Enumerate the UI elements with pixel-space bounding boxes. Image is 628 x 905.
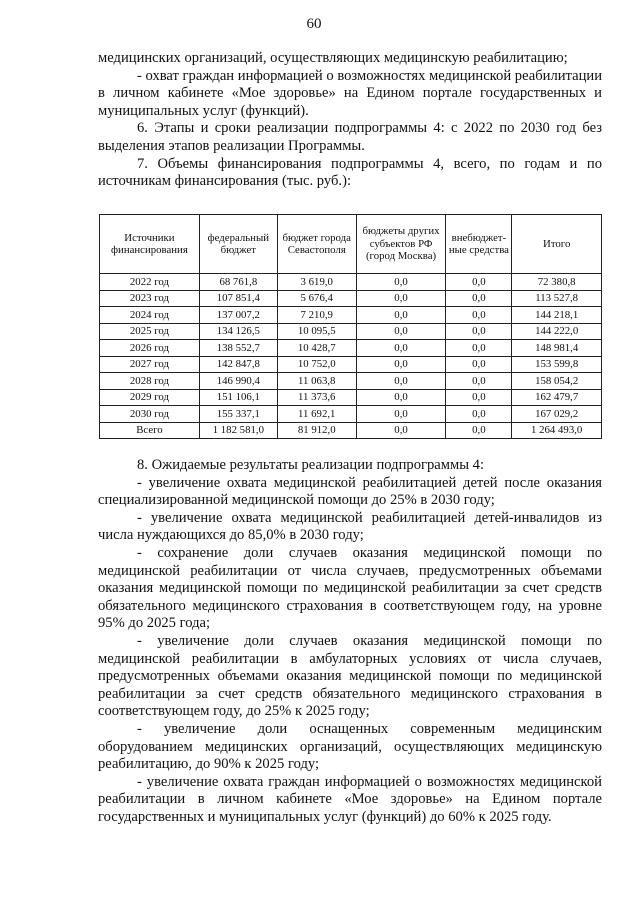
table-cell: 0,0: [356, 323, 446, 340]
table-cell: 0,0: [356, 356, 446, 373]
table-cell: 167 029,2: [512, 406, 602, 423]
page-number: 60: [306, 16, 322, 32]
table-cell: 68 761,8: [199, 274, 277, 291]
header-federal: федеральный бюджет: [199, 215, 277, 274]
table-cell: 0,0: [356, 307, 446, 324]
table-header-row: [100, 215, 602, 274]
table-cell: 137 007,2: [199, 307, 277, 324]
table-cell: 0,0: [356, 290, 446, 307]
table-cell: 0,0: [356, 373, 446, 390]
table-cell: 0,0: [356, 340, 446, 357]
table-cell: 0,0: [446, 422, 512, 439]
results-list: [98, 475, 602, 827]
table-cell: 0,0: [356, 274, 446, 291]
table-cell: 11 692,1: [277, 406, 356, 423]
table-cell: 144 218,1: [512, 307, 602, 324]
result-item: - увеличение доли оснащенных современным медицинским оборудованием медицинских организаций, осуществляющих медицинскую реабилитацию, до 90% к 2025 году;: [98, 720, 602, 773]
table-row: [100, 422, 602, 439]
table-cell: 151 106,1: [199, 389, 277, 406]
result-item: - увеличение охвата граждан информацией о возможностях медицинской реабилитации в личном кабинете «Мое здоровье» на Едином портале государственных и муниципальных услуг (функций) до 60% к 2025 году.: [98, 773, 602, 825]
table-cell: 0,0: [446, 274, 512, 291]
table-cell: 11 373,6: [277, 389, 356, 406]
table-cell: 10 428,7: [277, 340, 356, 357]
table-cell: 10 752,0: [277, 356, 356, 373]
table-cell: 113 527,8: [512, 290, 602, 307]
table-cell: 5 676,4: [277, 290, 356, 307]
result-item: - увеличение охвата медицинской реабилитацией детей после оказания специализированной медицинской помощи до 25% в 2030 году;: [98, 474, 602, 509]
table-cell: 3 619,0: [277, 274, 356, 291]
table-cell: 148 981,4: [512, 340, 602, 357]
table-cell: 1 264 493,0: [512, 422, 602, 439]
table-cell: 2026 год: [100, 340, 200, 357]
header-extrabudget: внебюджет-ные средства: [446, 215, 512, 274]
table-cell: 0,0: [446, 389, 512, 406]
table-cell: 2024 год: [100, 307, 200, 324]
table-cell: 146 990,4: [199, 373, 277, 390]
intro-section: [98, 50, 602, 191]
table-row: [100, 290, 602, 307]
table-cell: 153 599,8: [512, 356, 602, 373]
header-other-subjects: бюджеты других субъектов РФ (город Москва): [356, 215, 446, 274]
table-cell: 10 095,5: [277, 323, 356, 340]
table-cell: 162 479,7: [512, 389, 602, 406]
table-cell: 1 182 581,0: [199, 422, 277, 439]
intro-bullet: - охват граждан информацией о возможностях медицинской реабилитации в личном кабинете «Мое здоровье» на Едином портале государственных и муниципальных услуг (функций).: [98, 67, 603, 119]
table-cell: 2023 год: [100, 290, 200, 307]
table-cell: 11 063,8: [277, 373, 356, 390]
table-cell: 2027 год: [100, 356, 200, 373]
table-body: [100, 274, 602, 439]
table-cell: 2025 год: [100, 323, 200, 340]
table-row: [100, 307, 602, 324]
table-cell: 0,0: [446, 323, 512, 340]
header-source: Источники финансирования: [100, 215, 200, 274]
table-cell: 0,0: [356, 406, 446, 423]
table-cell: 2028 год: [100, 373, 200, 390]
table-cell: 138 552,7: [199, 340, 277, 357]
table-cell: 2029 год: [100, 389, 200, 406]
table-cell: Всего: [100, 422, 200, 439]
results-heading: 8. Ожидаемые результаты реализации подпрограммы 4:: [137, 457, 485, 473]
table-cell: 155 337,1: [199, 406, 277, 423]
table-row: [100, 356, 602, 373]
intro-line: медицинских организаций, осуществляющих медицинскую реабилитацию;: [98, 50, 568, 66]
funding-table: [99, 214, 602, 439]
table-row: [100, 340, 602, 357]
table-cell: 158 054,2: [512, 373, 602, 390]
table-cell: 0,0: [356, 389, 446, 406]
item-6-stages: 6. Этапы и сроки реализации подпрограммы 4: с 2022 по 2030 год без выделения этапов реализации Программы.: [98, 120, 602, 154]
table-cell: 2022 год: [100, 274, 200, 291]
result-item: - сохранение доли случаев оказания медицинской помощи по медицинской реабилитации от числа случаев, предусмотренных объемами оказания медицинской помощи по медицинской реабилитации за счет средств обязательного медицинского страхования в соответствующем году, на уровне 95% до 2025 года;: [98, 544, 602, 632]
table-cell: 0,0: [446, 406, 512, 423]
table-cell: 0,0: [446, 307, 512, 324]
table-cell: 0,0: [446, 356, 512, 373]
table-cell: 0,0: [446, 290, 512, 307]
result-item: - увеличение доли случаев оказания медицинской помощи по медицинской реабилитации в амбулаторных условиях от числа случаев, предусмотренных объемами оказания медицинской помощи по медицинской реабилитации за счет средств обязательного медицинского страхования в соответствующем году, до 25% к 2025 году;: [98, 632, 602, 720]
table-cell: 72 380,8: [512, 274, 602, 291]
table-row: [100, 274, 602, 291]
table-cell: 0,0: [356, 422, 446, 439]
table-row: [100, 373, 602, 390]
table-cell: 0,0: [446, 340, 512, 357]
result-item: - увеличение охвата медицинской реабилитацией детей-инвалидов из числа нуждающихся до 85,0% в 2030 году;: [98, 509, 602, 544]
table-row: [100, 323, 602, 340]
table-cell: 2030 год: [100, 406, 200, 423]
item-7-funding: 7. Объемы финансирования подпрограммы 4, всего, по годам и по источникам финансирования (тыс. руб.):: [98, 155, 602, 190]
table-cell: 142 847,8: [199, 356, 277, 373]
table-cell: 144 222,0: [512, 323, 602, 340]
table-cell: 107 851,4: [199, 290, 277, 307]
header-sevastopol: бюджет города Севастополя: [277, 215, 356, 274]
table-cell: 0,0: [446, 373, 512, 390]
results-section: [98, 457, 602, 826]
header-total: Итого: [512, 215, 602, 274]
table-cell: 81 912,0: [277, 422, 356, 439]
table-cell: 134 126,5: [199, 323, 277, 340]
table-row: [100, 389, 602, 406]
table-row: [100, 406, 602, 423]
table-cell: 7 210,9: [277, 307, 356, 324]
